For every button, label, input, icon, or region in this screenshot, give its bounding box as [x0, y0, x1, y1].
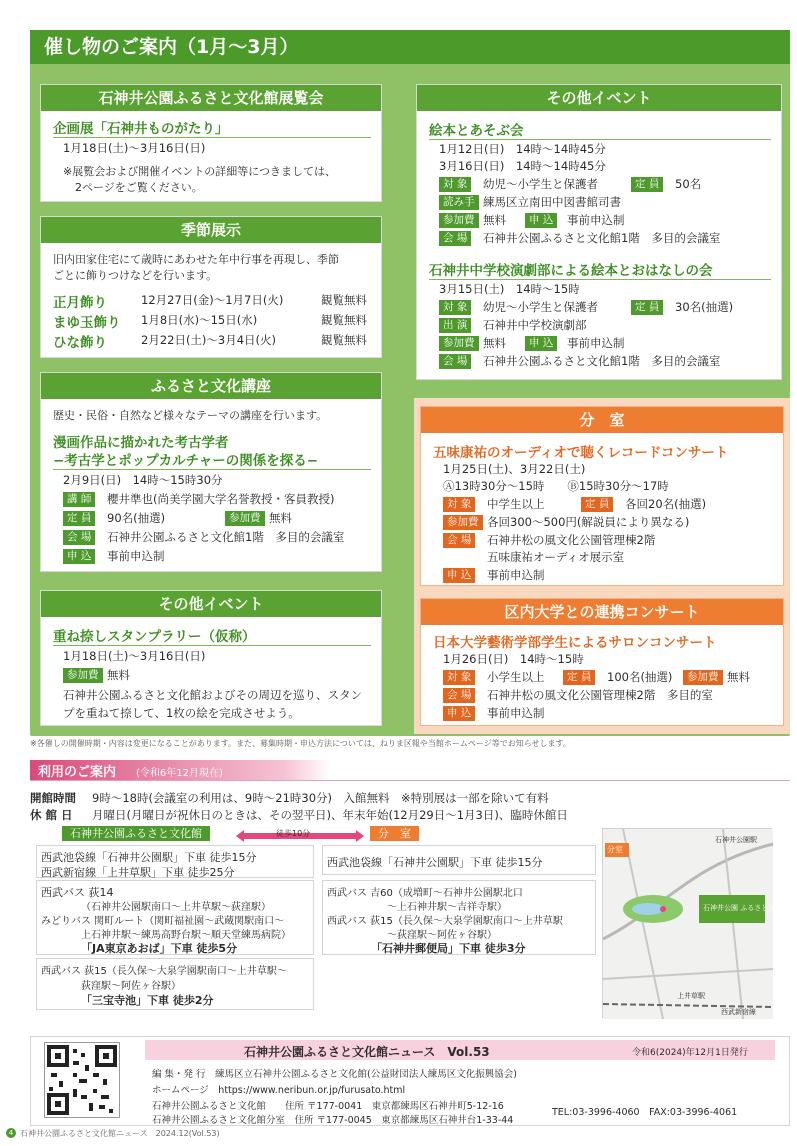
publisher: 編 集・発 行 練馬区立石神井公園ふるさと文化館(公益財団法人練馬区文化振興協会) — [152, 1069, 517, 1080]
stamp-rally-desc-2: プを重ねて捺して、1枚の絵を完成させよう。 — [63, 706, 300, 720]
apply-tag: 申 込 — [443, 568, 475, 583]
stamp-rally-dates: 1月18日(土)〜3月16日(日) — [63, 649, 206, 663]
picturebook-date-2: 3月16日(日) 14時〜14時45分 — [439, 159, 606, 173]
fee: 各回300〜500円(解説員により異なる) — [487, 515, 690, 529]
access-line: 荻窪駅〜阿佐ヶ谷駅） — [81, 981, 181, 992]
seasonal-row-name: ひな飾り — [53, 335, 107, 351]
lecture-title-2: −考古学とポップカルチャーの関係を探る− — [53, 453, 319, 469]
lecture-header: ふるさと文化講座 — [41, 373, 381, 399]
page-number: 4 — [6, 1128, 16, 1138]
cast: 石神井中学校演劇部 — [483, 318, 587, 332]
stamp-rally-panel — [40, 590, 382, 726]
salon-concert-title: 日本大学藝術学部学生によるサロンコンサート — [433, 635, 717, 651]
seasonal-row-fee: 観覧無料 — [321, 333, 367, 347]
annex-label: 分 室 — [370, 826, 419, 841]
access-line: 西武バス 荻15（長久保〜大泉学園駅南口〜上井草駅 — [327, 916, 563, 927]
capacity-tag: 定 員 — [581, 497, 613, 512]
seasonal-row-fee: 観覧無料 — [321, 293, 367, 307]
venue-tag: 会 場 — [439, 231, 471, 246]
annex-panel — [420, 406, 784, 586]
venue-2: 五味康祐オーディオ展示室 — [487, 550, 625, 564]
lecturer-tag: 講 師 — [63, 492, 95, 507]
reader: 練馬区立南田中図書館司書 — [483, 195, 621, 209]
other-events-panel — [416, 84, 782, 380]
access-line: 〜上石神井駅〜吉祥寺駅） — [387, 902, 507, 913]
access-line: 西武バス 荻14 — [41, 886, 114, 899]
access-main-3 — [36, 958, 314, 1010]
target: 幼児〜小学生と保護者 — [483, 177, 598, 191]
apply-tag: 申 込 — [63, 549, 95, 564]
seasonal-row-dates: 12月27日(金)〜1月7日(火) — [141, 293, 284, 307]
target-tag: 対 象 — [443, 670, 475, 685]
lecture-desc: 歴史・民俗・自然など様々なテーマの講座を行います。 — [53, 409, 328, 422]
divider — [53, 645, 371, 646]
hours-label: 開館時間 — [30, 791, 76, 805]
apply: 事前申込制 — [487, 706, 545, 720]
issue-date: 令和6(2024)年12月1日発行 — [632, 1048, 748, 1058]
exhibition-note-1: ※展覧会および開催イベントの詳細等につきましては、 — [63, 165, 336, 178]
access-annex-1 — [322, 845, 596, 875]
record-concert-dates: 1月25日(土)、3月22日(土) — [443, 462, 586, 476]
access-main-1 — [36, 845, 314, 878]
seasonal-header: 季節展示 — [41, 217, 381, 243]
events-title: 催し物のご案内（1月〜3月） — [30, 30, 790, 64]
access-line: 西武バス 荻15（長久保〜大泉学園駅南口〜上井草駅〜 — [41, 966, 287, 977]
closed: 月曜日(月曜日が祝休日のときは、その翌平日)、年末年始(12月29日〜1月3日)、臨時休館日 — [92, 808, 568, 822]
access-line: 「三宝寺池」下車 徒歩2分 — [81, 994, 214, 1007]
venue-1: 石神井松の風文化公園管理棟2階 — [487, 533, 656, 547]
record-concert-times: Ⓐ13時30分〜15時 Ⓑ15時30分〜17時 — [443, 479, 669, 493]
map-nishiogi: 西武新宿線 — [721, 1008, 756, 1016]
divider — [53, 137, 371, 138]
fee: 無料 — [269, 511, 292, 525]
access-map — [602, 828, 790, 1018]
stamp-rally-header: その他イベント — [41, 591, 381, 617]
access-line: 西武新宿線「上井草駅」下車 徒歩25分 — [41, 866, 235, 879]
closed-label: 休 館 日 — [30, 808, 73, 822]
address-main: 石神井公園ふるさと文化館 住所 〒177-0041 東京都練馬区石神井町5-12-16 — [152, 1101, 504, 1112]
usage-subtitle: (令和6年12月現在) — [136, 768, 223, 779]
target-tag: 対 象 — [439, 300, 471, 315]
apply: 事前申込制 — [567, 336, 625, 350]
seasonal-row-fee: 観覧無料 — [321, 313, 367, 327]
fee-tag: 参加費 — [439, 336, 479, 351]
lecture-date: 2月9日(日) 14時〜15時30分 — [63, 473, 223, 487]
hours: 9時〜18時(会議室の利用は、9時〜21時30分) 入館無料 ※特別展は一部を除いて有料 — [92, 791, 549, 805]
capacity-tag: 定 員 — [631, 177, 663, 192]
drama-club-title: 石神井中学校演劇部による絵本とおはなしの会 — [429, 263, 713, 279]
fee-tag: 参加費 — [439, 213, 479, 228]
venue-tag: 会 場 — [63, 530, 95, 545]
exhibition-panel — [40, 84, 382, 202]
other-events-header: その他イベント — [417, 85, 781, 111]
access-line: 「石神井郵便局」下車 徒歩3分 — [371, 942, 526, 955]
divider — [53, 469, 371, 470]
divider — [429, 139, 771, 140]
access-main-2 — [36, 880, 314, 955]
exhibition-dates: 1月18日(土)〜3月16日(日) — [63, 141, 206, 155]
capacity: 各回20名(抽選) — [625, 497, 707, 511]
newsletter-title: 石神井公園ふるさと文化館ニュース Vol.53 — [244, 1045, 490, 1059]
map-kamiigusa: 上井草駅 — [677, 992, 705, 1000]
target-tag: 対 象 — [443, 497, 475, 512]
apply-tag: 申 込 — [525, 336, 557, 351]
fee-tag: 参加費 — [63, 668, 103, 683]
walk-time: 徒歩10分 — [276, 829, 311, 838]
exhibition-header: 石神井公園ふるさと文化館展覧会 — [41, 85, 381, 111]
address-annex: 石神井公園ふるさと文化館分室 住所 〒177-0045 東京都練馬区石神井台1-33-44 — [152, 1115, 514, 1126]
events-note: ※各催しの開催時期・内容は変更になることがあります。また、募集時期・申込方法については、ねりま区報や当館ホームページ等でお知らせします。 — [30, 739, 571, 748]
seasonal-row-name: 正月飾り — [53, 295, 107, 311]
annex-header: 分 室 — [421, 407, 783, 433]
fee: 無料 — [727, 670, 750, 684]
venue: 石神井公園ふるさと文化館1階 多目的会議室 — [483, 231, 721, 245]
capacity: 90名(抽選) — [107, 511, 166, 525]
map-annex: 分室 — [607, 845, 623, 854]
target: 幼児〜小学生と保護者 — [483, 300, 598, 314]
stamp-rally-title: 重ね捺しスタンプラリー（仮称） — [53, 629, 256, 645]
access-annex-2 — [322, 880, 596, 955]
fee: 無料 — [483, 213, 506, 227]
lecturer: 櫻井準也(尚美学園大学名誉教授・客員教授) — [107, 492, 335, 506]
seasonal-row-name: まゆ玉飾り — [53, 315, 121, 331]
capacity-tag: 定 員 — [63, 511, 95, 526]
picturebook-date-1: 1月12日(日) 14時〜14時45分 — [439, 142, 606, 156]
venue: 石神井公園ふるさと文化館1階 多目的会議室 — [483, 354, 721, 368]
cast-tag: 出 演 — [439, 318, 471, 333]
fee-tag: 参加費 — [683, 670, 723, 685]
exhibition-note-2: 2ページをご覧ください。 — [75, 181, 203, 194]
venue: 石神井公園ふるさと文化館1階 多目的会議室 — [107, 530, 345, 544]
divider — [30, 780, 790, 781]
stamp-rally-desc-1: 石神井公園ふるさと文化館およびその周辺を巡り、スタン — [63, 688, 362, 702]
fee-tag: 参加費 — [443, 515, 483, 530]
picturebook-title: 絵本とあそぶ会 — [429, 123, 524, 139]
apply-tag: 申 込 — [525, 213, 557, 228]
venue-tag: 会 場 — [439, 354, 471, 369]
page-footer: 石神井公園ふるさと文化館ニュース 2024.12(Vol.53) — [20, 1129, 220, 1138]
concert-header: 区内大学との連携コンサート — [421, 599, 783, 625]
drama-club-date: 3月15日(土) 14時〜15時 — [439, 282, 580, 296]
seasonal-panel — [40, 216, 382, 358]
apply: 事前申込制 — [567, 213, 625, 227]
access-line: （石神井公園駅南口〜上井草駅〜荻窪駅） — [81, 902, 271, 913]
record-concert-title: 五味康祐のオーディオで聴くレコードコンサート — [433, 445, 729, 461]
capacity: 30名(抽選) — [675, 300, 734, 314]
reader-tag: 読み手 — [439, 195, 479, 210]
lecture-panel — [40, 372, 382, 572]
venue-tag: 会 場 — [443, 533, 475, 548]
target: 中学生以上 — [487, 497, 545, 511]
target-tag: 対 象 — [439, 177, 471, 192]
qr-code-icon — [44, 1042, 120, 1118]
access-line: 〜荻窪駅〜阿佐ヶ谷駅） — [387, 930, 497, 941]
access-line: 「JA東京あおば」下車 徒歩5分 — [81, 942, 238, 955]
access-line: 西武池袋線「石神井公園駅」下車 徒歩15分 — [327, 856, 543, 869]
venue: 石神井松の風文化公園管理棟2階 多目的室 — [487, 688, 713, 702]
capacity: 50名 — [675, 177, 702, 191]
divider — [429, 279, 771, 280]
map-museum: 石神井公園 ふるさと文化館 — [703, 904, 790, 912]
usage-title: 利用のご案内 — [38, 765, 117, 780]
main-building-label: 石神井公園ふるさと文化館 — [62, 826, 210, 841]
target: 小学生以上 — [487, 670, 545, 684]
seasonal-row-dates: 1月8日(水)〜15日(水) — [141, 313, 258, 327]
access-line: みどりバス 関町ルート（関町福祉園〜武蔵関駅南口〜 — [41, 916, 285, 927]
access-line: 西武池袋線「石神井公園駅」下車 徒歩15分 — [41, 851, 257, 864]
seasonal-desc-2: ごとに飾りつけなどを行います。 — [53, 269, 218, 282]
tel-fax: TEL:03-3996-4060 FAX:03-3996-4061 — [552, 1107, 738, 1118]
apply-tag: 申 込 — [443, 706, 475, 721]
salon-concert-date: 1月26日(日) 14時〜15時 — [443, 652, 584, 666]
fee: 無料 — [107, 668, 130, 682]
homepage: ホームページ https://www.neribun.or.jp/furusato.html — [152, 1085, 406, 1096]
seasonal-row-dates: 2月22日(土)〜3月4日(火) — [141, 333, 277, 347]
capacity-tag: 定 員 — [631, 300, 663, 315]
access-line: 上石神井駅〜練馬高野台駅〜順天堂練馬病院） — [81, 930, 291, 941]
fee: 無料 — [483, 336, 506, 350]
venue-tag: 会 場 — [443, 688, 475, 703]
exhibition-title: 企画展「石神井ものがたり」 — [53, 121, 229, 137]
access-line: 西武バス 吉60（成増町〜石神井公園駅北口 — [327, 888, 523, 899]
seasonal-desc-1: 旧内田家住宅にて歳時にあわせた年中行事を再現し、季節 — [53, 253, 339, 266]
concert-panel — [420, 598, 784, 726]
fee-tag: 参加費 — [225, 511, 265, 526]
map-station: 石神井公園駅 — [715, 836, 757, 844]
apply: 事前申込制 — [107, 549, 165, 563]
capacity: 100名(抽選) — [607, 670, 673, 684]
apply: 事前申込制 — [487, 568, 545, 582]
capacity-tag: 定 員 — [563, 670, 595, 685]
lecture-title-1: 漫画作品に描かれた考古学者 — [53, 435, 229, 451]
